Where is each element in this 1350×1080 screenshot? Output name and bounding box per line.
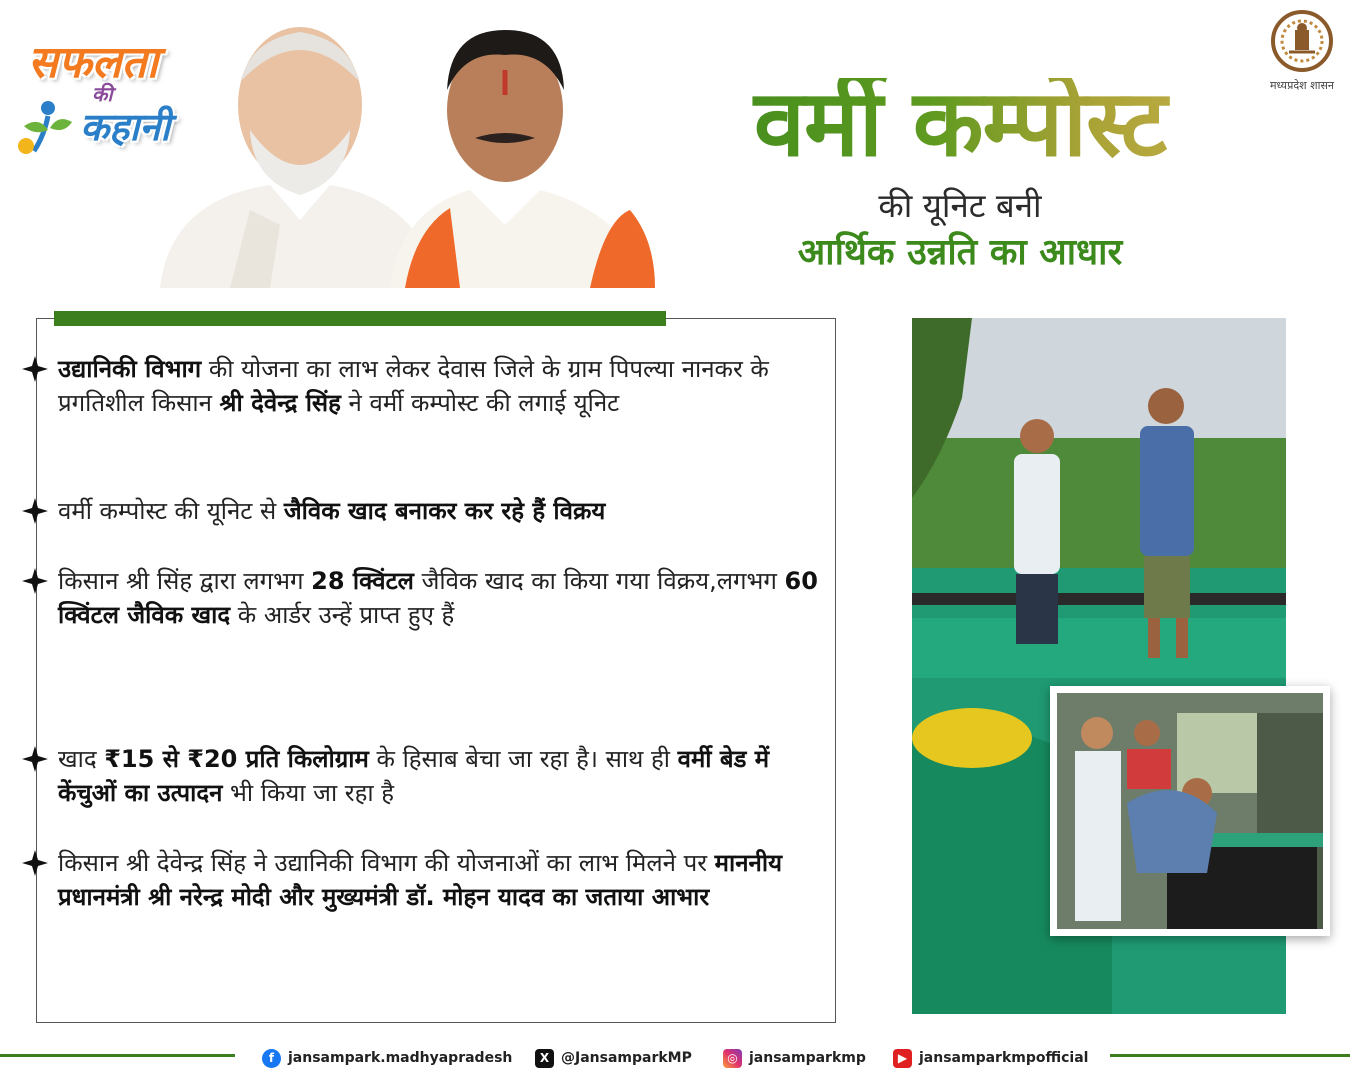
headline-subtitle-1: की यूनिट बनी bbox=[878, 186, 1042, 225]
logo-line-2: की bbox=[92, 82, 113, 106]
logo-line-3: कहानी bbox=[80, 105, 171, 149]
star-bullet-icon bbox=[20, 354, 50, 384]
bullet-text-segment: 60 क्विंटल जैविक खाद bbox=[58, 567, 818, 629]
bullet-text-segment: जैविक खाद का किया गया विक्रय,लगभग bbox=[413, 567, 785, 595]
star-bullet-icon bbox=[20, 566, 50, 596]
bullet-text-segment: ₹15 से ₹20 प्रति किलोग्राम bbox=[104, 745, 369, 773]
leaders-portrait-image bbox=[150, 10, 665, 288]
facebook-link[interactable] bbox=[262, 1046, 512, 1070]
emblem-icon bbox=[1271, 10, 1333, 72]
facebook-icon: f bbox=[262, 1049, 281, 1068]
bullet-text-segment: वर्मी बेड में केंचुओं का उत्पादन bbox=[58, 745, 770, 807]
star-bullet-icon bbox=[20, 744, 50, 774]
bullet-text-segment: भी किया जा रहा है bbox=[222, 779, 394, 807]
sprout-icon bbox=[14, 96, 84, 156]
logo-line-1: सफलता bbox=[28, 37, 158, 88]
bullet-text-segment: के हिसाब बेचा जा रहा है। साथ ही bbox=[368, 745, 678, 773]
bullet-item-1 bbox=[58, 352, 818, 420]
farm-photo-inset bbox=[1050, 686, 1330, 936]
bullet-text-segment: किसान श्री देवेन्द्र सिंह ने उद्यानिकी विभाग की योजनाओं का लाभ मिलने पर bbox=[58, 849, 715, 877]
bullet-text-segment: की योजना का लाभ लेकर देवास जिले के ग्राम पिपल्या नानकर के प्रगतिशील किसान bbox=[58, 355, 769, 417]
bullet-text-segment: वर्मी कम्पोस्ट की यूनिट से bbox=[58, 497, 284, 525]
bullet-item-3 bbox=[58, 564, 818, 632]
bullet-item-5 bbox=[58, 846, 818, 914]
instagram-link[interactable] bbox=[723, 1046, 866, 1070]
facebook-handle: jansampark.madhyapradesh bbox=[288, 1050, 513, 1066]
headline-title: वर्मी कम्पोस्ट bbox=[660, 78, 1260, 170]
bullet-text-segment: 28 क्विंटल bbox=[311, 567, 414, 595]
bullet-text-segment: श्री देवेन्द्र सिंह bbox=[219, 389, 341, 417]
bullet-text-segment: खाद bbox=[58, 745, 105, 773]
x-handle: @JansamparkMP bbox=[561, 1050, 692, 1066]
youtube-link[interactable] bbox=[893, 1046, 1088, 1070]
bullet-text-segment: किसान श्री सिंह द्वारा लगभग bbox=[58, 567, 312, 595]
bullet-text-segment: जैविक खाद बनाकर कर रहे हैं विक्रय bbox=[283, 497, 606, 525]
star-bullet-icon bbox=[20, 496, 50, 526]
emblem-caption: मध्यप्रदेश शासन bbox=[1269, 79, 1335, 92]
headline-subtitle-2: आर्थिक उन्नति का आधार bbox=[797, 232, 1123, 273]
bullet-item-2 bbox=[58, 494, 818, 528]
bullet-item-4 bbox=[58, 742, 818, 810]
content-panel bbox=[36, 318, 836, 1023]
footer-divider-right bbox=[1110, 1054, 1350, 1057]
star-bullet-icon bbox=[20, 848, 50, 878]
youtube-handle: jansamparkmpofficial bbox=[919, 1050, 1089, 1066]
panel-accent-bar bbox=[54, 311, 666, 326]
youtube-icon: ▶ bbox=[893, 1049, 912, 1068]
mp-govt-emblem bbox=[1262, 10, 1342, 110]
instagram-icon: ◎ bbox=[723, 1049, 742, 1068]
x-link[interactable] bbox=[535, 1046, 692, 1070]
instagram-handle: jansamparkmp bbox=[749, 1050, 866, 1066]
bullet-text-segment: माननीय प्रधानमंत्री श्री नरेन्द्र मोदी और मुख्यमंत्री डॉ. मोहन यादव का जताया आभार bbox=[58, 849, 783, 911]
bullet-text-segment: के आर्डर उन्हें प्राप्त हुए हैं bbox=[230, 601, 455, 629]
bullet-text-segment: ने वर्मी कम्पोस्ट की लगाई यूनिट bbox=[340, 389, 620, 417]
footer-divider-left bbox=[0, 1054, 235, 1057]
x-icon: X bbox=[535, 1049, 554, 1068]
bullet-text-segment: उद्यानिकी विभाग bbox=[58, 355, 202, 383]
